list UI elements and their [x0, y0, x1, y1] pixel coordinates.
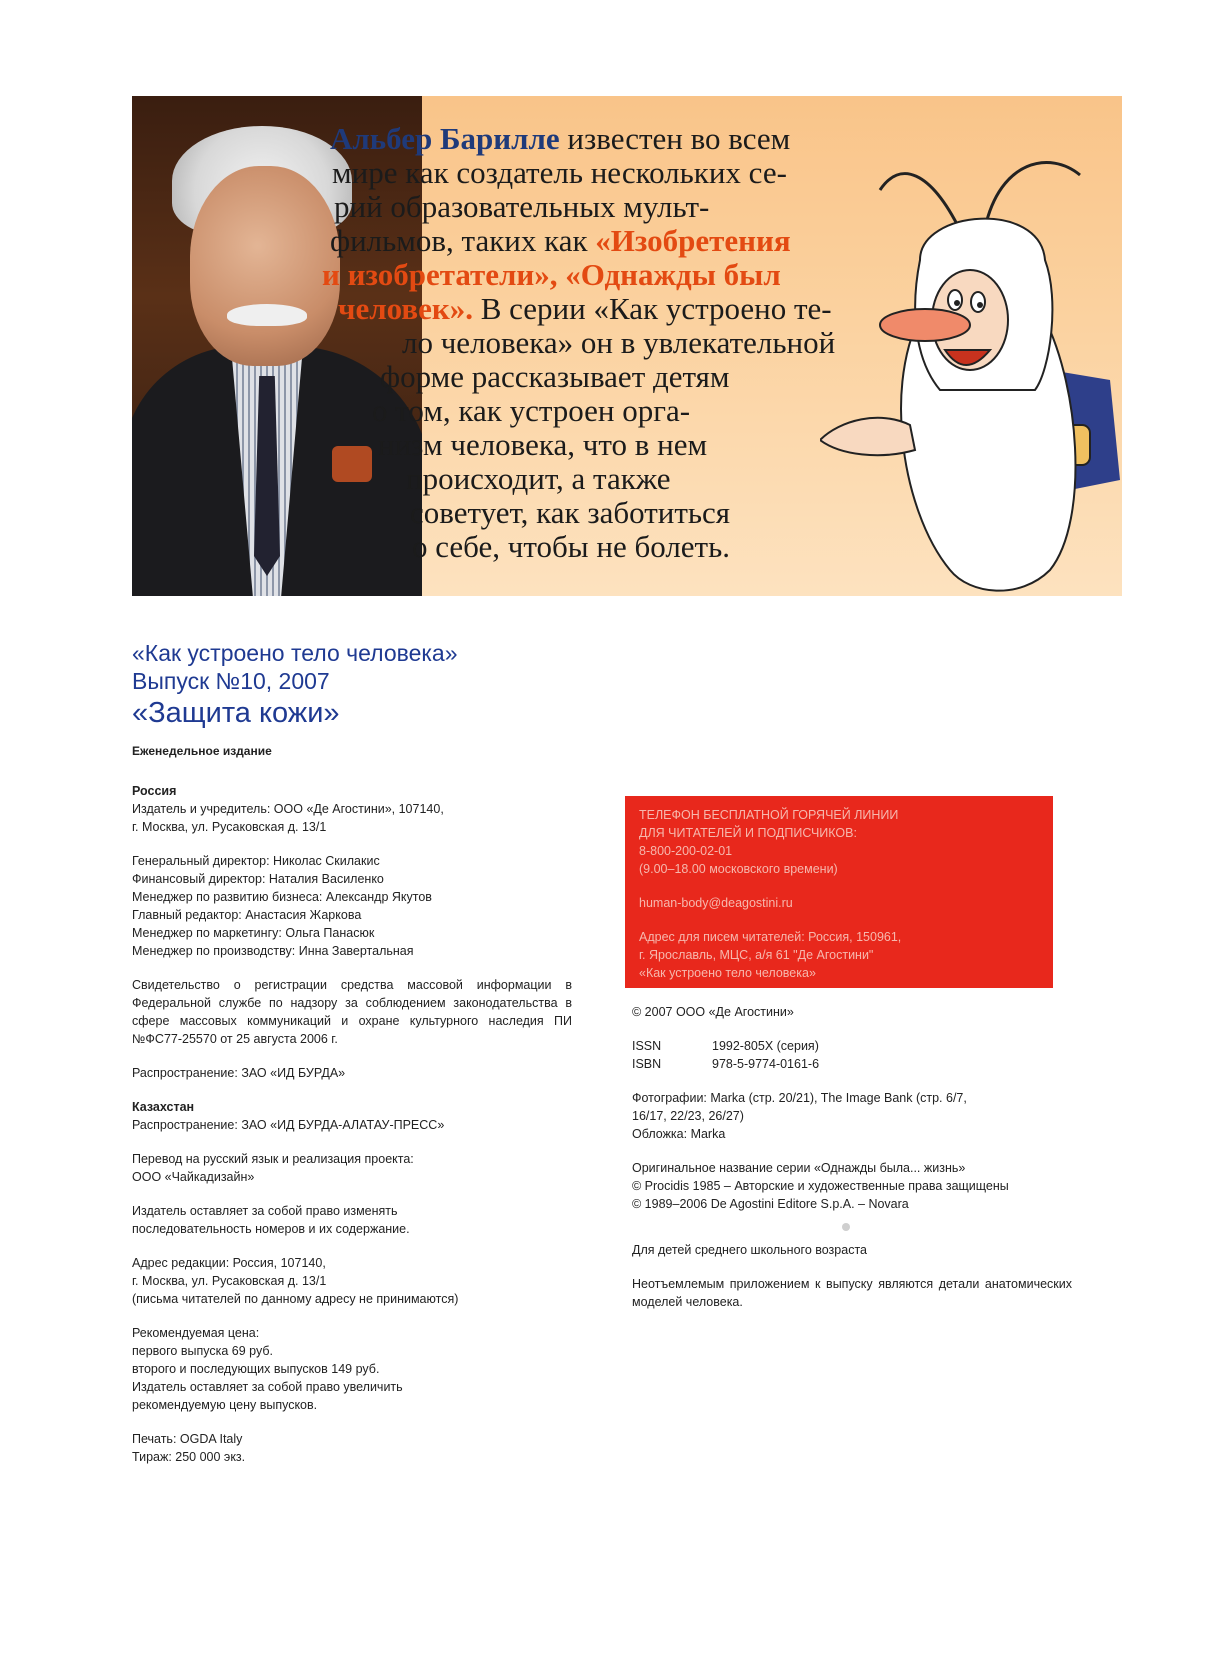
- weekly-edition-label: Еженедельное издание: [132, 744, 272, 758]
- distribution-russia: Распространение: ЗАО «ИД БУРДА»: [132, 1066, 346, 1080]
- age-rating: Для детей среднего школьного возраста: [632, 1243, 867, 1257]
- hotline-phone[interactable]: 8-800-200-02-01: [639, 844, 733, 858]
- identifiers: ISSN 1992-805X (серия) ISBN 978-5-9774-0161-6: [632, 1039, 820, 1071]
- hotline-box: ТЕЛЕФОН БЕСПЛАТНОЙ ГОРЯЧЕЙ ЛИНИИ ДЛЯ ЧИТАТЕЛЕЙ И ПОДПИСЧИКОВ: 8-800-200-02-01 (9.00–18.00 московского времени) human-body@deagostini.ru Адрес для писем читателей: Россия, 150961, г. Ярославль, МЦС, а/я 61 "Де Агостини" «Как устроено тело человека»: [625, 796, 1053, 988]
- imprint-right-column: [632, 1003, 1072, 1327]
- copyright: © 2007 ООО «Де Агостини»: [632, 1005, 794, 1019]
- issue-topic: «Защита кожи»: [132, 697, 340, 729]
- series-title: «Как устроено тело человека»: [132, 640, 458, 666]
- kazakhstan-heading: Казахстан: [132, 1100, 195, 1114]
- editorial-address: Адрес редакции: Россия, 107140, г. Москва, ул. Русаковская д. 13/1 (письма читателей по данному адресу не принимаются): [132, 1256, 459, 1306]
- russia-heading: Россия: [132, 784, 177, 798]
- staff-list: Генеральный директор: Николас Скилакис Финансовый директор: Наталия Василенко Менеджер по развитию бизнеса: Александр Якутов Главный редактор: Анастасия Жаркова Менеджер по маркетингу: Ольга Панасюк Менеджер по производству: Инна Завертальная: [132, 854, 432, 958]
- registration-certificate: Свидетельство о регистрации средства массовой информации в Федеральной службе по надзору за соблюдением законодательства в сфере массовых коммуникаций и охране культурного наследия ПИ №ФС77-25570 от 25 августа 2006 г.: [132, 978, 572, 1046]
- imprint-left-column: [132, 782, 572, 1482]
- separator-dot: [842, 1223, 850, 1231]
- russia-block: Россия Издатель и учредитель: ООО «Де Агостини», 107140, г. Москва, ул. Русаковская д. 13/1: [132, 782, 572, 836]
- original-title: Оригинальное название серии «Однажды была... жизнь» © Procidis 1985 – Авторские и художественные права защищены © 1989–2006 De Agostini Editore S.p.A. – Novara: [632, 1161, 1009, 1211]
- recommended-price: Рекомендуемая цена: первого выпуска 69 руб. второго и последующих выпусков 149 руб. Издатель оставляет за собой право увеличить рекомендуемую цену выпусков.: [132, 1326, 403, 1412]
- translation-credit: Перевод на русский язык и реализация проекта: ООО «Чайкадизайн»: [132, 1152, 414, 1184]
- print-info: Печать: OGDA Italy Тираж: 250 000 экз.: [132, 1432, 246, 1464]
- issue-number: Выпуск №10, 2007: [132, 668, 330, 694]
- kazakhstan-block: Казахстан Распространение: ЗАО «ИД БУРДА-АЛАТАУ-ПРЕСС»: [132, 1098, 572, 1134]
- author-bio: Альбер Барилле известен во всем мире как создатель нескольких се- рий образовательных мульт- фильмов, таких как «Изобретения и изобретатели», «Однажды был человек». В серии «Как устроено те- ло человека» он в увлекательной форме рассказывает детям о том, как устроен орга- низм человека, что в нем происходит, а также советует, как заботиться о себе, чтобы не болеть.: [322, 121, 836, 564]
- hotline-email[interactable]: human-body@deagostini.ru: [639, 896, 793, 910]
- photo-credits: Фотографии: Marka (стр. 20/21), The Image Bank (стр. 6/7, 16/17, 22/23, 26/27) Обложка: Marka: [632, 1091, 967, 1141]
- author-name: Альбер Барилле: [330, 121, 560, 156]
- rights-notice: Издатель оставляет за собой право изменять последовательность номеров и их содержание.: [132, 1204, 410, 1236]
- appendix-note: Неотъемлемым приложением к выпуску являются детали анатомических моделей человека.: [632, 1277, 1072, 1309]
